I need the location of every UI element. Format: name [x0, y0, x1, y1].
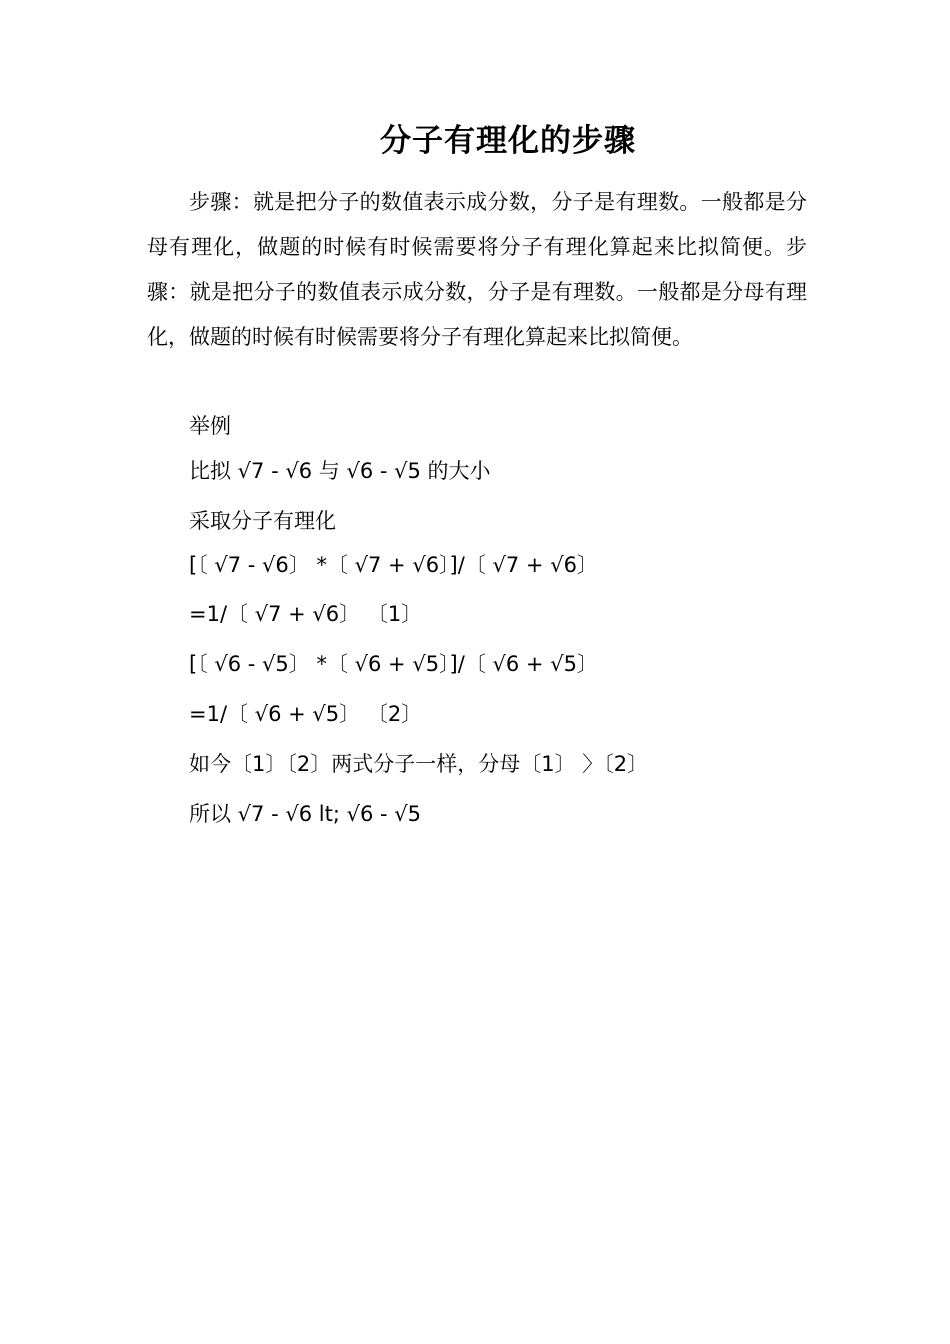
equation-result-2: =1/〔 √6 + √5〕 〔2〕	[189, 702, 423, 726]
intro-paragraph: 步骤：就是把分子的数值表示成分数，分子是有理数。一般都是分母有理化，做题的时候有时候需要将分子有理化算起来比拟简便。步骤：就是把分子的数值表示成分数，分子是有理数。一般都是分母有理化，做题的时候有时候需要将分子有理化算起来比拟简便。	[147, 190, 807, 349]
conclusion-text: 所以 √7 - √6 lt; √6 - √5	[189, 802, 421, 826]
example-heading: 举例	[189, 414, 231, 438]
method-statement: 采取分子有理化	[189, 509, 336, 533]
comparison-text: 如今〔1〕〔2〕两式分子一样，分母〔1〕 〉〔2〕	[189, 752, 649, 776]
equation-line: [〔 √6 - √5〕 *〔 √6 + √5〕]/〔 √6 + √5〕	[189, 652, 598, 676]
equation-line: [〔 √7 - √6〕 *〔 √7 + √6〕]/〔 √7 + √6〕	[189, 553, 598, 577]
equation-result-1: =1/〔 √7 + √6〕 〔1〕	[189, 602, 423, 626]
document-title: 分子有理化的步骤	[380, 123, 636, 159]
compare-statement: 比拟 √7 - √6 与 √6 - √5 的大小	[189, 459, 491, 483]
